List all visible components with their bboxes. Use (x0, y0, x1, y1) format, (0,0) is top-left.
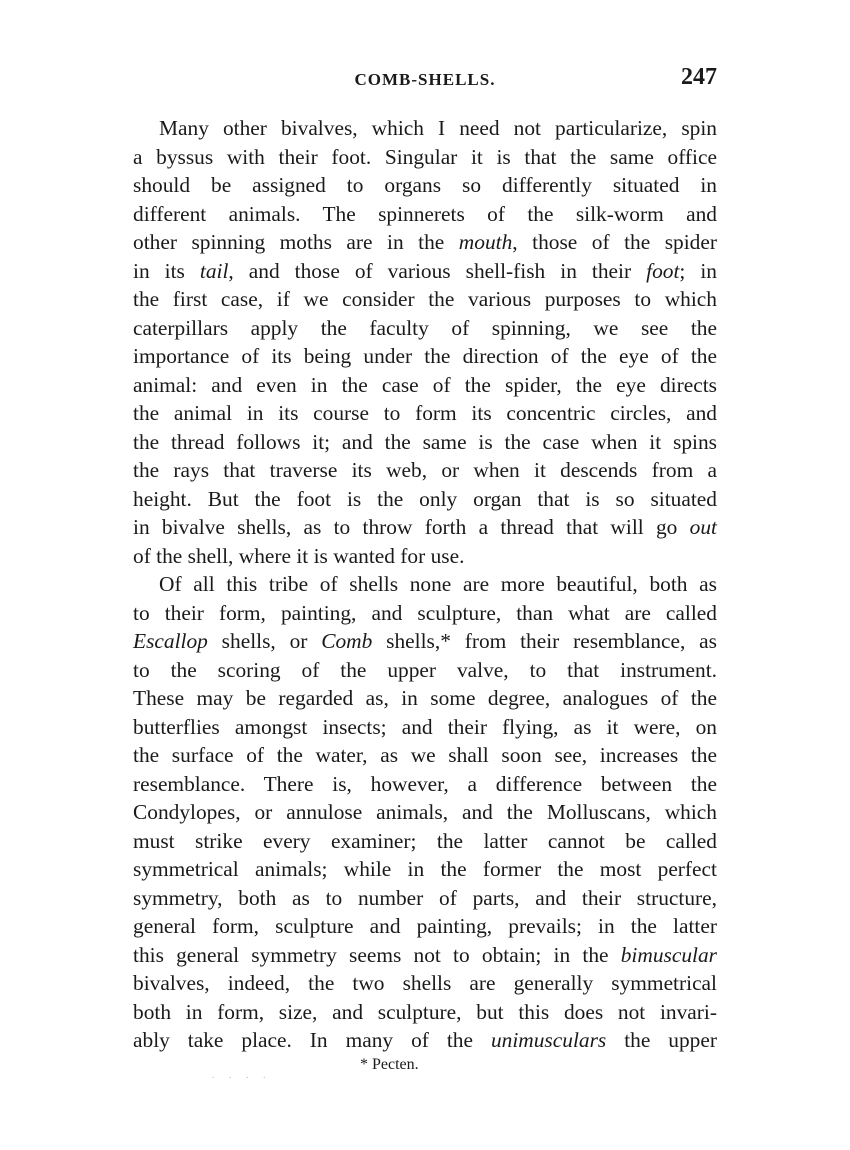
text-line: must strike every examiner; the latter cannot be called (133, 828, 717, 853)
text-line: of the shell, where it is wanted for use. (133, 543, 465, 568)
text-line: the surface of the water, as we shall soon see, increases the (133, 743, 717, 767)
text-line: caterpillars apply the faculty of spinning, we see the (133, 315, 717, 340)
text-line: Condylopes, or annulose animals, and the Molluscans, which (133, 800, 717, 824)
text-line: in its tail, and those of various shell-fish in their foot; in (133, 258, 717, 283)
text-line: bivalves, indeed, the two shells are generally symmetrical (133, 971, 717, 995)
text-line: symmetry, both as to number of parts, and their structure, (133, 885, 717, 910)
text-line: ably take place. In many of the unimusculars the upper (133, 1028, 717, 1052)
page-number: 247 (681, 64, 717, 90)
text-line: the first case, if we consider the various purposes to which (133, 287, 717, 311)
text-line: different animals. The spinnerets of the silk-worm and (133, 201, 717, 226)
text-line: the animal in its course to form its concentric circles, and (133, 401, 717, 425)
footnote: * Pecten. (360, 1056, 419, 1073)
text-line: this general symmetry seems not to obtain; in the bimuscular (133, 942, 717, 967)
text-line: butterflies amongst insects; and their flying, as it were, on (133, 714, 717, 739)
text-line: Many other bivalves, which I need not particularize, spin (159, 116, 717, 140)
body-text (133, 114, 717, 1055)
text-line: to the scoring of the upper valve, to that instrument. (133, 657, 717, 682)
text-line: animal: and even in the case of the spider, the eye directs (133, 372, 717, 397)
text-line: a byssus with their foot. Singular it is that the same office (133, 144, 717, 169)
text-line: both in form, size, and sculpture, but this does not invari- (133, 999, 717, 1024)
text-line: in bivalve shells, as to throw forth a thread that will go out (133, 515, 717, 539)
scan-speck: . . . . (212, 1070, 272, 1081)
text-line: other spinning moths are in the mouth, those of the spider (133, 230, 717, 254)
text-line: resemblance. There is, however, a difference between the (133, 771, 717, 796)
text-line: symmetrical animals; while in the former the most perfect (133, 857, 717, 881)
text-line: Of all this tribe of shells none are more beautiful, both as (159, 572, 717, 596)
running-title: COMB-SHELLS. (354, 70, 496, 89)
text-line: importance of its being under the direction of the eye of the (133, 344, 717, 368)
text-line: Escallop shells, or Comb shells,* from their resemblance, as (133, 629, 717, 653)
text-line: the rays that traverse its web, or when it descends from a (133, 458, 717, 482)
text-line: height. But the foot is the only organ that is so situated (133, 486, 717, 511)
text-line: These may be regarded as, in some degree, analogues of the (133, 686, 717, 710)
text-line: to their form, painting, and sculpture, than what are called (133, 600, 717, 625)
running-head (133, 64, 717, 94)
text-line: general form, sculpture and painting, prevails; in the latter (133, 914, 717, 938)
text-line: should be assigned to organs so differently situated in (133, 173, 717, 197)
text-line: the thread follows it; and the same is the case when it spins (133, 429, 717, 454)
